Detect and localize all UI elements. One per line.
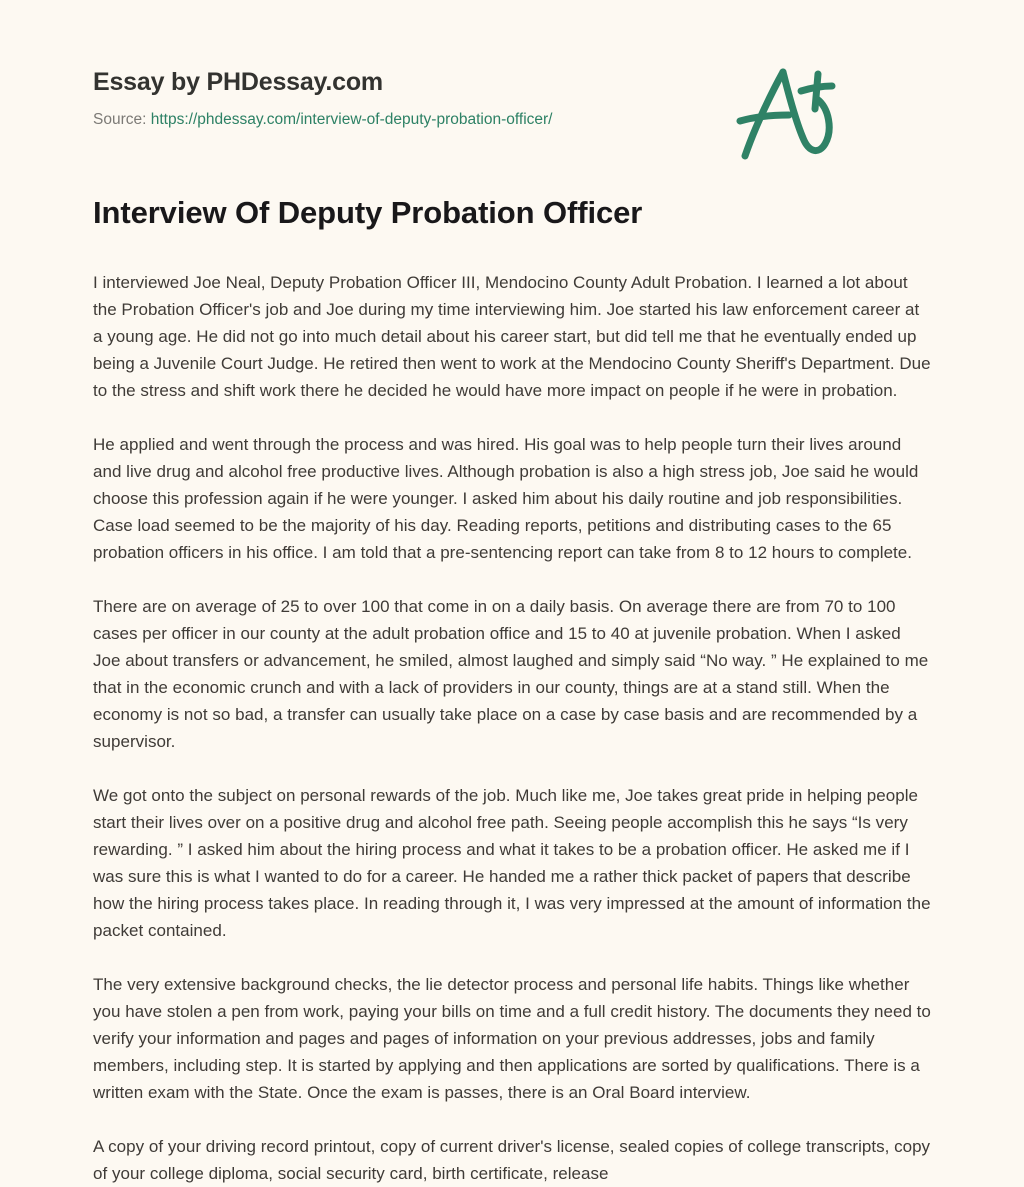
- paragraph: We got onto the subject on personal rewards of the job. Much like me, Joe takes great pride in helping people start their lives over on a positive drug and alcohol free path. Seeing people accomplish this he says “Is very rewarding. ” I asked him about the hiring process and what it takes to be a probation officer. He asked me if I was sure this is what I wanted to do for a career. He handed me a rather thick packet of papers that describe how the hiring process takes place. In reading through it, I was very impressed at the amount of information the packet contained.: [93, 785, 931, 940]
- paragraph: There are on average of 25 to over 100 that come in on a daily basis. On average there are from 70 to 100 cases per officer in our county at the adult probation office and 15 to 40 at juvenile probation. When I asked Joe about transfers or advancement, he smiled, almost laughed and simply said “No way. ” He explained to me that in the economic crunch and with a lack of providers in our county, things are at a stand still. When the economy is not so bad, a transfer can usually take place on a case by case basis and are recommended by a supervisor.: [93, 596, 929, 751]
- paragraph: The very extensive background checks, the lie detector process and personal life habits. Things like whether you have stolen a pen from work, paying your bills on time and a full credit history. The documents they need to verify your information and pages and pages of information on your previous addresses, jobs and family members, including step. It is started by applying and then applications are sorted by qualifications. There is a written exam with the State. Once the exam is passes, there is an Oral Board interview.: [93, 974, 931, 1102]
- source-line: [93, 111, 931, 130]
- paragraph: He applied and went through the process and was hired. His goal was to help people turn their lives around and live drug and alcohol free productive lives. Although probation is also a high stress job, Joe said he would choose this profession again if he were younger. I asked him about his daily routine and job responsibilities. Case load seemed to be the majority of his day. Reading reports, petitions and distributing cases to the 65 probation officers in his office. I am told that a pre-sentencing report can take from 8 to 12 hours to complete.: [93, 434, 919, 562]
- page-title: Interview Of Deputy Probation Officer: [93, 195, 643, 230]
- paragraph: A copy of your driving record printout, copy of current driver's license, sealed copies of college transcripts, copy of your college diploma, social security card, birth certificate, release: [93, 1136, 931, 1183]
- brand-title: Essay by PHDessay.com: [93, 68, 383, 96]
- article-body: [93, 269, 931, 1187]
- source-url-link[interactable]: https://phdessay.com/interview-of-deputy-probation-officer/: [150, 110, 553, 128]
- paragraph: I interviewed Joe Neal, Deputy Probation Officer III, Mendocino County Adult Probation. I learned a lot about the Probation Officer's job and Joe during my time interviewing him. Joe started his law enforcement career at a young age. He did not go into much detail about his career start, but did tell me that he eventually ended up being a Juvenile Court Judge. He retired then went to work at the Mendocino County Sheriff's Department. Due to the stress and shift work there he decided he would have more impact on people if he were in probation.: [93, 272, 931, 400]
- article: [93, 118, 931, 1187]
- source-label: Source:: [93, 110, 147, 128]
- page-header: [93, 0, 931, 128]
